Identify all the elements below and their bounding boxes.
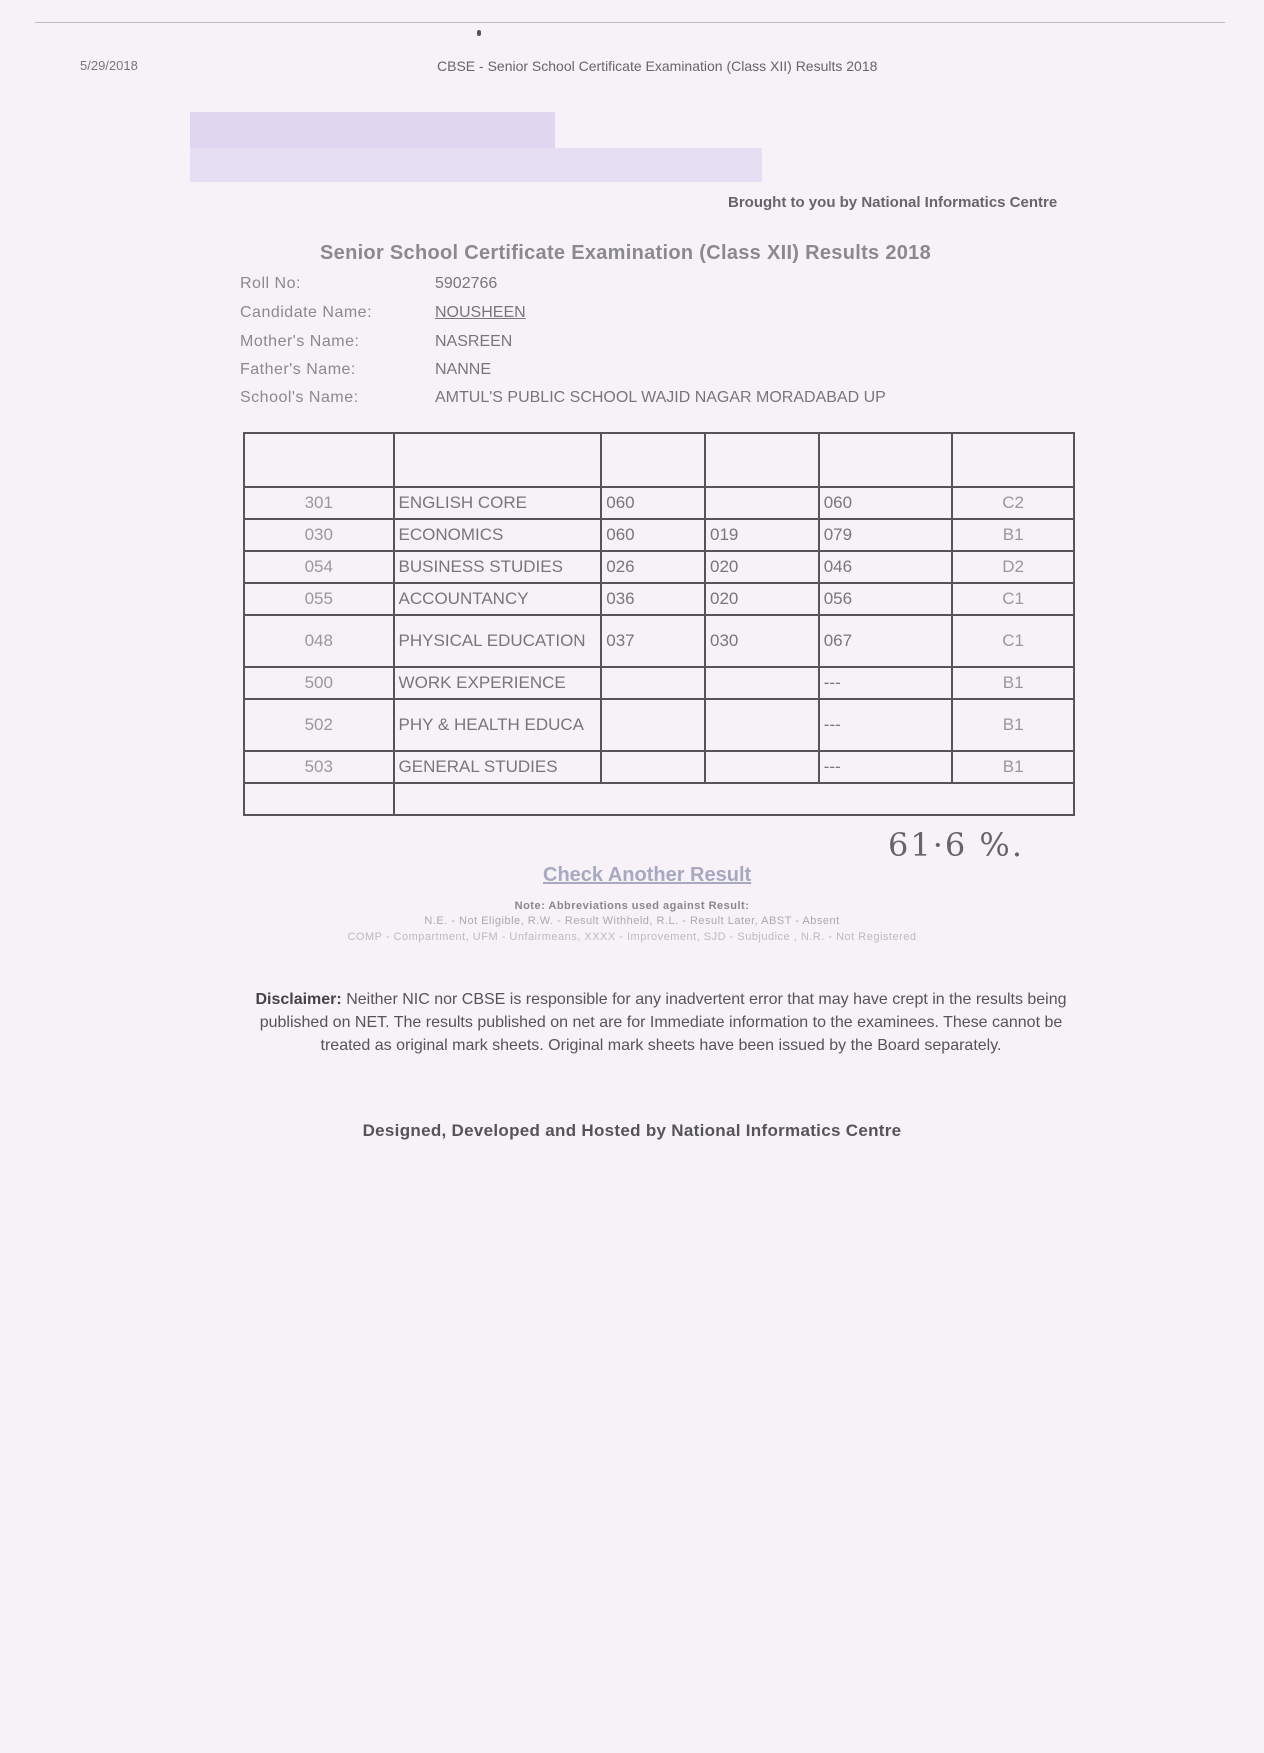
- grade: B1: [952, 751, 1074, 783]
- table-header-row: [244, 433, 1074, 487]
- banner-logo-line-1: [190, 112, 555, 148]
- disclaimer: [246, 988, 1076, 1057]
- theory-marks: [601, 751, 705, 783]
- subject-name: PHYSICAL EDUCATION: [394, 615, 602, 667]
- note-abbreviations-line-2: COMP - Compartment, UFM - Unfairmeans, XXXX - Improvement, SJD - Subjudice , N.R. - Not Registered: [347, 931, 917, 943]
- footer-credit: Designed, Developed and Hosted by National Informatics Centre: [362, 1121, 902, 1140]
- footer-cell: [394, 783, 1074, 815]
- subject-code: 500: [244, 667, 394, 699]
- practical-marks: 020: [705, 551, 819, 583]
- print-header-title: CBSE - Senior School Certificate Examination (Class XII) Results 2018: [437, 58, 878, 74]
- subject-name: WORK EXPERIENCE: [394, 667, 602, 699]
- subject-code: 048: [244, 615, 394, 667]
- theory-marks: [601, 667, 705, 699]
- print-date: 5/29/2018: [80, 58, 138, 73]
- practical-marks: [705, 699, 819, 751]
- grade: C1: [952, 615, 1074, 667]
- footer-cell: [244, 783, 394, 815]
- disclaimer-label: Disclaimer:: [255, 991, 342, 1008]
- mother-name-label: Mother's Name:: [240, 333, 360, 350]
- father-name-value: NANNE: [435, 361, 492, 378]
- disclaimer-text: Neither NIC nor CBSE is responsible for any inadvertent error that may have crept in the results being published on NET. The results published on net are for Immediate information to the examinees. These cannot be treated as original mark sheets. Original mark sheets have been issued by the Board separately.: [259, 991, 1067, 1054]
- note-title: Note: Abbreviations used against Result:: [514, 900, 750, 912]
- practical-marks: [705, 667, 819, 699]
- brought-by-text: Brought to you by National Informatics Centre: [728, 194, 1058, 211]
- grade: C1: [952, 583, 1074, 615]
- total-marks: ---: [819, 751, 953, 783]
- grade: B1: [952, 699, 1074, 751]
- father-name-label: Father's Name:: [240, 361, 356, 378]
- mother-name-value: NASREEN: [435, 333, 513, 350]
- candidate-name-label: Candidate Name:: [240, 304, 373, 321]
- table-footer-row: [244, 783, 1074, 815]
- header-cell: [394, 433, 602, 487]
- school-name-label: School's Name:: [240, 389, 359, 406]
- page-mark: [477, 30, 481, 36]
- top-rule: [35, 22, 1225, 23]
- table-row: [244, 487, 1074, 519]
- table-row: [244, 551, 1074, 583]
- theory-marks: 060: [601, 519, 705, 551]
- subject-name: BUSINESS STUDIES: [394, 551, 602, 583]
- handwritten-percentage: 61·6 %.: [888, 826, 1024, 864]
- subject-name: GENERAL STUDIES: [394, 751, 602, 783]
- header-cell: [952, 433, 1074, 487]
- practical-marks: 030: [705, 615, 819, 667]
- total-marks: 060: [819, 487, 953, 519]
- header-cell: [705, 433, 819, 487]
- total-marks: 067: [819, 615, 953, 667]
- banner-logo-line-2: [190, 148, 762, 182]
- table-row: [244, 615, 1074, 667]
- note-abbreviations-line-1: N.E. - Not Eligible, R.W. - Result Withheld, R.L. - Result Later, ABST - Absent: [424, 915, 840, 927]
- grade: B1: [952, 519, 1074, 551]
- header-cell: [244, 433, 394, 487]
- subject-name: ECONOMICS: [394, 519, 602, 551]
- total-marks: 079: [819, 519, 953, 551]
- subject-code: 054: [244, 551, 394, 583]
- total-marks: ---: [819, 667, 953, 699]
- practical-marks: 019: [705, 519, 819, 551]
- header-cell: [601, 433, 705, 487]
- total-marks: ---: [819, 699, 953, 751]
- school-name-value: AMTUL'S PUBLIC SCHOOL WAJID NAGAR MORADABAD UP: [435, 389, 886, 406]
- grade: B1: [952, 667, 1074, 699]
- theory-marks: 036: [601, 583, 705, 615]
- practical-marks: [705, 751, 819, 783]
- roll-no-label: Roll No:: [240, 275, 301, 292]
- table-row: [244, 667, 1074, 699]
- table-row: [244, 583, 1074, 615]
- table-row: [244, 751, 1074, 783]
- page-title: Senior School Certificate Examination (Class XII) Results 2018: [320, 242, 932, 264]
- subject-code: 503: [244, 751, 394, 783]
- total-marks: 056: [819, 583, 953, 615]
- practical-marks: 020: [705, 583, 819, 615]
- subject-name: ACCOUNTANCY: [394, 583, 602, 615]
- subject-name: ENGLISH CORE: [394, 487, 602, 519]
- subject-code: 055: [244, 583, 394, 615]
- theory-marks: [601, 699, 705, 751]
- practical-marks: [705, 487, 819, 519]
- theory-marks: 060: [601, 487, 705, 519]
- candidate-name-value: NOUSHEEN: [435, 304, 526, 321]
- subject-name: PHY & HEALTH EDUCA: [394, 699, 602, 751]
- subject-code: 301: [244, 487, 394, 519]
- header-cell: [819, 433, 953, 487]
- grade: C2: [952, 487, 1074, 519]
- check-another-result-link[interactable]: Check Another Result: [543, 864, 752, 886]
- total-marks: 046: [819, 551, 953, 583]
- theory-marks: 037: [601, 615, 705, 667]
- theory-marks: 026: [601, 551, 705, 583]
- subject-code: 030: [244, 519, 394, 551]
- marks-table: [243, 432, 1075, 816]
- table-row: [244, 699, 1074, 751]
- table-row: [244, 519, 1074, 551]
- grade: D2: [952, 551, 1074, 583]
- roll-no-value: 5902766: [435, 275, 498, 292]
- subject-code: 502: [244, 699, 394, 751]
